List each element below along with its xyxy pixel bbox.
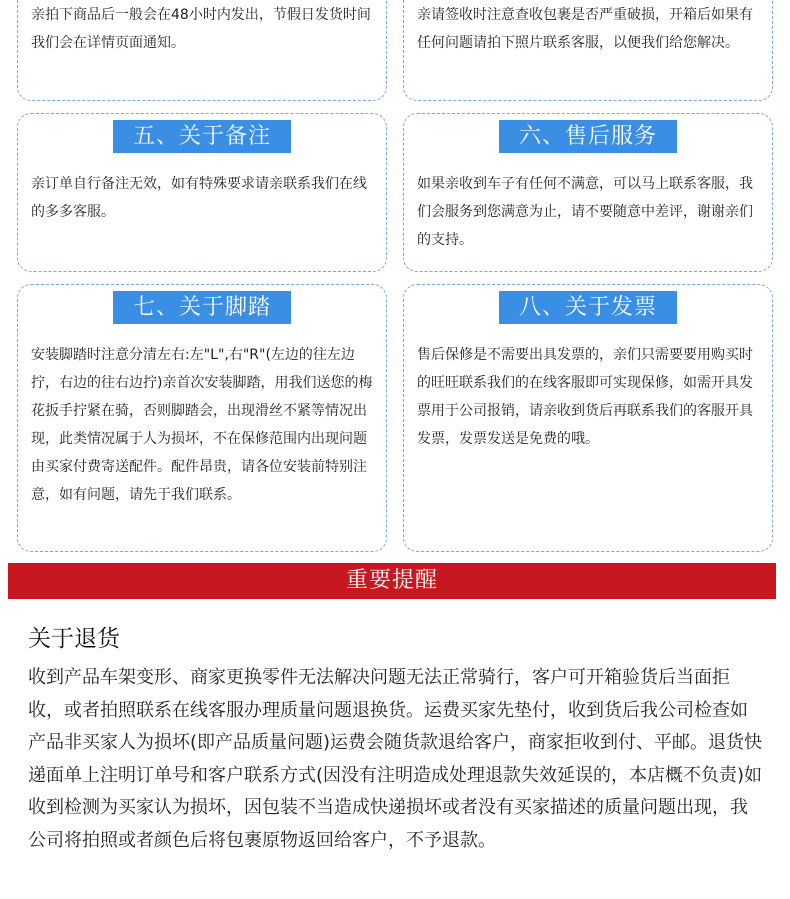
notes-card [17, 113, 387, 272]
after-sales-title: 六、售后服务 [499, 120, 677, 153]
receipt-text: 亲请签收时注意查收包裹是否严重破损，开箱后如果有任何问题请拍下照片联系客服，以便我们给您解决。 [417, 7, 753, 51]
receipt-card [403, 0, 773, 101]
pedals-title: 七、关于脚踏 [113, 291, 291, 324]
invoice-card [403, 284, 773, 552]
invoice-title: 八、关于发票 [499, 291, 677, 324]
pedals-text: 安装脚踏时注意分清左右:左"L",右"R"(左边的往左边拧，右边的往右边拧)亲首次安装脚踏，用我们送您的梅花扳手拧紧在骑，否则脚踏会，出现滑丝不紧等情况出现，此类情况属于人为损坏，不在保修范围内出现问题由买家付费寄送配件。配件昂贵，请各位安装前特别注意，如有问题，请先于我们联系。 [31, 347, 373, 503]
notes-title: 五、关于备注 [113, 120, 291, 153]
invoice-text: 售后保修是不需要出具发票的，亲们只需要要用购买时的旺旺联系我们的在线客服即可实现保修，如需开具发票用于公司报销，请亲收到货后再联系我们的客服开具发票，发票发送是免费的哦。 [417, 347, 753, 447]
after-sales-text: 如果亲收到车子有任何不满意，可以马上联系客服，我们会服务到您满意为止，请不要随意中差评，谢谢亲们的支持。 [417, 176, 753, 248]
shipping-text: 亲拍下商品后一般会在48小时内发出，节假日发货时间我们会在详情页面通知。 [31, 7, 371, 51]
pedals-card [17, 284, 387, 552]
notes-text: 亲订单自行备注无效，如有特殊要求请亲联系我们在线的多多客服。 [31, 176, 367, 220]
shipping-card [17, 0, 387, 101]
returns-text: 收到产品车架变形、商家更换零件无法解决问题无法正常骑行，客户可开箱验货后当面拒收，或者拍照联系在线客服办理质量问题退换货。运费买家先垫付，收到货后我公司检查如产品非买家人为损坏(即产品质量问题)运费会随货款退给客户，商家拒收到付、平邮。退货快递面单上注明订单号和客户联系方式(因没有注明造成处理退款失效延误的，本店概不负责)如收到检测为买家认为损坏，因包装不当造成快递损坏或者没有买家描述的质量问题出现，我公司将拍照或者颜色后将包裹原物返回给客户，不予退款。 [28, 667, 763, 851]
after-sales-card [403, 113, 773, 272]
important-reminder-banner: 重要提醒 [8, 563, 776, 599]
returns-title: 关于退货 [28, 626, 120, 652]
